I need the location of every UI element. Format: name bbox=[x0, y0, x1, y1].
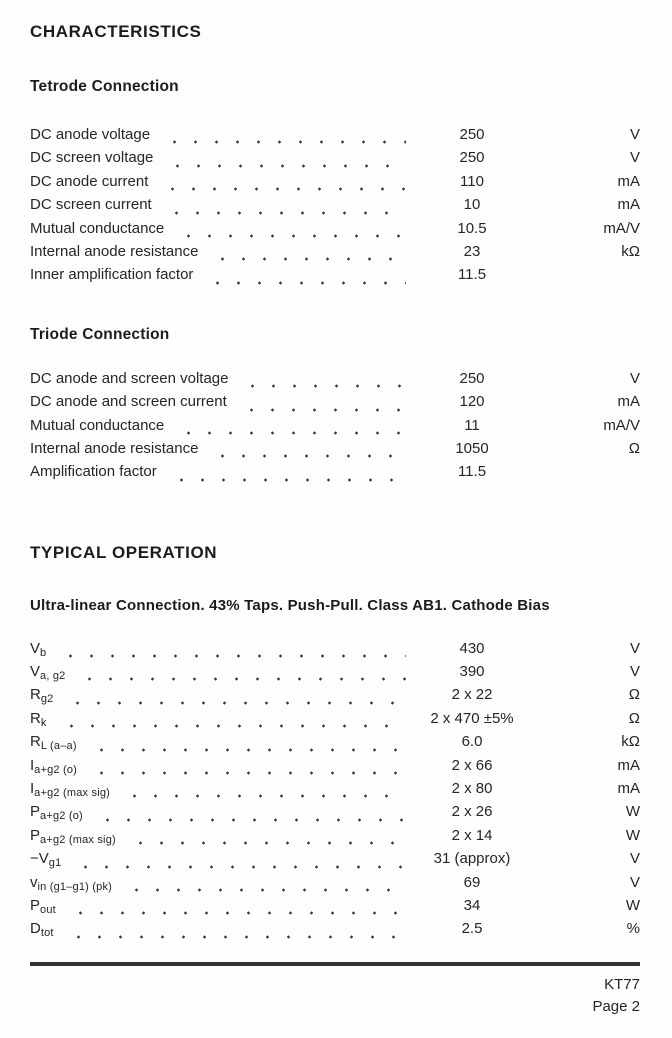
spec-unit: W bbox=[625, 896, 640, 914]
spec-label: $R_{g2}$ bbox=[30, 686, 54, 706]
spec-label: DC screen current bbox=[30, 196, 152, 214]
spec-value: 390 bbox=[459, 663, 485, 681]
spec-rows-triode bbox=[30, 370, 640, 487]
spec-value: 120 bbox=[459, 393, 485, 411]
spec-label: $I_{a+g2 (max sig)}$ bbox=[30, 780, 111, 800]
spec-value: 34 bbox=[463, 896, 481, 914]
spec-unit: V bbox=[629, 149, 640, 167]
spec-unit: V bbox=[629, 873, 640, 891]
footer-rule bbox=[30, 962, 640, 966]
spec-label: $R_{L (a-a)}$ bbox=[30, 733, 77, 753]
spec-value: 2 x 26 bbox=[451, 803, 493, 821]
spec-value: 10 bbox=[463, 196, 481, 214]
spec-label: DC anode and screen voltage bbox=[30, 369, 229, 387]
spec-row bbox=[30, 710, 640, 733]
spec-value: 250 bbox=[459, 149, 485, 167]
spec-rows-ultra-linear bbox=[30, 640, 640, 944]
spec-value: 69 bbox=[463, 873, 481, 891]
spec-unit: V bbox=[629, 369, 640, 387]
spec-row bbox=[30, 220, 640, 243]
spec-value: 6.0 bbox=[461, 733, 483, 751]
spec-value: 23 bbox=[463, 242, 481, 260]
heading-typical-operation: TYPICAL OPERATION bbox=[30, 542, 218, 562]
spec-unit: V bbox=[629, 126, 640, 143]
dot-leader bbox=[178, 234, 406, 238]
spec-row bbox=[30, 803, 640, 826]
spec-unit: mA bbox=[617, 780, 640, 798]
spec-row bbox=[30, 850, 640, 873]
dot-leader bbox=[130, 841, 406, 845]
spec-value: 31 (approx) bbox=[433, 850, 511, 868]
spec-value: 2 x 14 bbox=[451, 826, 493, 844]
spec-value: 430 bbox=[459, 639, 485, 657]
spec-unit: W bbox=[625, 803, 640, 821]
spec-value: 250 bbox=[459, 369, 485, 387]
dot-leader bbox=[241, 408, 406, 412]
spec-row bbox=[30, 173, 640, 196]
dot-leader bbox=[67, 701, 406, 705]
dot-leader bbox=[242, 384, 406, 388]
spec-label: $P_{out}$ bbox=[30, 896, 56, 916]
spec-unit: mA bbox=[617, 756, 640, 774]
dot-leader bbox=[212, 257, 406, 261]
spec-label: $-V_{g1}$ bbox=[30, 850, 62, 870]
dot-leader bbox=[91, 771, 406, 775]
spec-label: DC anode voltage bbox=[30, 126, 151, 143]
page-footer bbox=[30, 974, 640, 1018]
section-title-tetrode: Tetrode Connection bbox=[30, 78, 179, 95]
spec-label: $D_{tot}$ bbox=[30, 920, 54, 940]
spec-value: 2 x 66 bbox=[451, 756, 493, 774]
spec-row bbox=[30, 733, 640, 756]
spec-row bbox=[30, 757, 640, 780]
spec-value: 2 x 22 bbox=[451, 686, 493, 704]
dot-leader bbox=[79, 677, 406, 681]
dot-leader bbox=[164, 140, 406, 144]
spec-value: 2 x 470 ±5% bbox=[430, 709, 514, 727]
dot-leader bbox=[126, 888, 406, 892]
section-ultra-linear bbox=[30, 597, 640, 944]
dot-leader bbox=[162, 187, 406, 191]
spec-value: 11.5 bbox=[457, 463, 487, 481]
spec-label: $V_{a, g2}$ bbox=[30, 663, 66, 683]
spec-row bbox=[30, 440, 640, 463]
spec-unit: mA/V bbox=[603, 219, 640, 237]
spec-unit: Ω bbox=[628, 686, 640, 704]
dot-leader bbox=[75, 865, 406, 869]
spec-row bbox=[30, 370, 640, 393]
spec-row bbox=[30, 196, 640, 219]
spec-value: 2.5 bbox=[461, 920, 483, 938]
footer-model: KT77 bbox=[604, 975, 640, 993]
dot-leader bbox=[166, 211, 406, 215]
section-triode bbox=[30, 326, 640, 487]
dot-leader bbox=[171, 478, 406, 482]
spec-label: DC anode current bbox=[30, 172, 149, 190]
dot-leader bbox=[97, 818, 406, 822]
section-tetrode bbox=[30, 78, 640, 290]
spec-unit: kΩ bbox=[621, 242, 640, 260]
spec-label: $P_{a+g2 (o)}$ bbox=[30, 803, 83, 823]
spec-row bbox=[30, 920, 640, 943]
dot-leader bbox=[212, 454, 406, 458]
dot-leader bbox=[60, 654, 406, 658]
spec-row bbox=[30, 149, 640, 172]
spec-unit: Ω bbox=[628, 709, 640, 727]
spec-row bbox=[30, 243, 640, 266]
spec-unit: mA/V bbox=[603, 416, 640, 434]
spec-row bbox=[30, 686, 640, 709]
spec-unit: V bbox=[629, 850, 640, 868]
heading-characteristics: CHARACTERISTICS bbox=[30, 22, 202, 41]
spec-label: DC screen voltage bbox=[30, 149, 154, 167]
spec-rows-tetrode bbox=[30, 126, 640, 290]
spec-value: 250 bbox=[459, 126, 485, 143]
spec-unit: mA bbox=[617, 393, 640, 411]
dot-leader bbox=[61, 724, 406, 728]
spec-label: $R_k$ bbox=[30, 709, 47, 729]
spec-label: Internal anode resistance bbox=[30, 242, 199, 260]
spec-unit: % bbox=[626, 920, 640, 938]
spec-label: $V_b$ bbox=[30, 639, 47, 659]
spec-unit: mA bbox=[617, 172, 640, 190]
spec-label: $v_{in (g1-g1) (pk)}$ bbox=[30, 873, 113, 893]
spec-value: 110 bbox=[460, 172, 484, 190]
spec-value: 11 bbox=[464, 416, 480, 434]
spec-label: $P_{a+g2 (max sig)}$ bbox=[30, 826, 116, 846]
dot-leader bbox=[167, 164, 406, 168]
spec-unit: V bbox=[629, 663, 640, 681]
dot-leader bbox=[91, 748, 406, 752]
dot-leader bbox=[70, 911, 406, 915]
spec-row bbox=[30, 126, 640, 149]
dot-leader bbox=[178, 431, 406, 435]
spec-unit: kΩ bbox=[621, 733, 640, 751]
spec-row bbox=[30, 393, 640, 416]
spec-row bbox=[30, 663, 640, 686]
spec-value: 11.5 bbox=[457, 266, 487, 284]
spec-value: 1050 bbox=[455, 439, 489, 457]
spec-row bbox=[30, 640, 640, 663]
section-title-ultra-linear: Ultra-linear Connection. 43% Taps. Push-Pull. Class AB1. Cathode Bias bbox=[30, 596, 550, 614]
spec-unit: W bbox=[625, 826, 640, 844]
spec-label: Mutual conductance bbox=[30, 219, 165, 237]
spec-unit: Ω bbox=[628, 439, 640, 457]
spec-label: Mutual conductance bbox=[30, 416, 165, 434]
spec-value: 2 x 80 bbox=[451, 780, 493, 798]
spec-value: 10.5 bbox=[457, 219, 487, 237]
spec-row bbox=[30, 780, 640, 803]
spec-label: Internal anode resistance bbox=[30, 439, 199, 457]
spec-label: Amplification factor bbox=[30, 463, 157, 481]
section-title-triode: Triode Connection bbox=[30, 325, 170, 343]
spec-row bbox=[30, 827, 640, 850]
dot-leader bbox=[207, 281, 406, 285]
spec-row bbox=[30, 463, 640, 486]
spec-row bbox=[30, 897, 640, 920]
spec-unit: V bbox=[629, 639, 640, 657]
spec-row bbox=[30, 266, 640, 289]
spec-label: DC anode and screen current bbox=[30, 393, 227, 411]
footer-page-number: Page 2 bbox=[592, 997, 640, 1015]
dot-leader bbox=[68, 935, 406, 939]
spec-row bbox=[30, 874, 640, 897]
spec-unit: mA bbox=[617, 196, 640, 214]
spec-row bbox=[30, 417, 640, 440]
spec-label: $I_{a+g2 (o)}$ bbox=[30, 756, 78, 776]
spec-label: Inner amplification factor bbox=[30, 266, 194, 284]
dot-leader bbox=[124, 794, 406, 798]
